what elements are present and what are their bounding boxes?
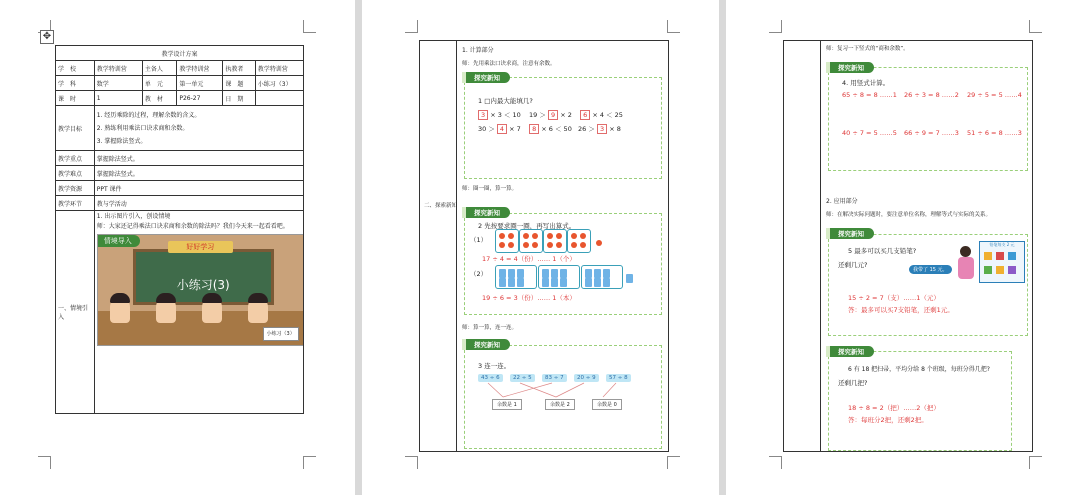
cell-value[interactable]: 数学 xyxy=(94,76,142,91)
expression: 30 ＞ xyxy=(478,125,495,133)
expression: × 6 ＜ 50 xyxy=(541,125,572,133)
equation: 26 ÷ 3 = 8 ……2 xyxy=(904,91,959,99)
equation: 65 ÷ 8 = 8 ……1 xyxy=(842,91,897,99)
table-row xyxy=(56,106,304,151)
equation: 29 ÷ 5 = 5 ……4 xyxy=(967,91,1022,99)
remainder-box[interactable]: 余数是 0 xyxy=(592,399,622,410)
expression: × 8 xyxy=(609,125,621,133)
remainder-box[interactable]: 余数是 1 xyxy=(492,399,522,410)
expression-chip[interactable]: 83 ÷ 7 xyxy=(542,374,567,382)
exercise-title: 6 有 18 把扫帚，平均分给 8 个班级，每班分得几把? xyxy=(848,366,990,373)
continued-table xyxy=(783,40,1033,452)
margin-corner-mark xyxy=(38,456,51,469)
answer-box[interactable]: 8 xyxy=(529,124,539,134)
lesson-plan-table xyxy=(55,45,304,414)
cell-value[interactable]: 教学特训营 xyxy=(94,61,142,76)
side-stage-label: 二、探索新知 xyxy=(424,203,458,209)
answer-line: 答：最多可以买7支铅笔，还剩1元。 xyxy=(848,306,954,314)
cell-value[interactable]: 1 xyxy=(94,91,142,106)
answer-box[interactable]: 6 xyxy=(580,110,590,120)
margin-corner-mark xyxy=(303,20,316,33)
cell-value[interactable]: 掌握除法竖式。 xyxy=(94,166,303,181)
equation: 66 ÷ 9 = 7 ……3 xyxy=(904,129,959,137)
exercise-title: 2 先按要求圈一圈，再写出算式。 xyxy=(478,222,576,230)
document-page-3 xyxy=(726,0,1080,495)
cell-label: 教学难点 xyxy=(56,166,95,181)
expression: × 7 xyxy=(509,125,521,133)
answer-box[interactable]: 9 xyxy=(548,110,558,120)
classroom-illustration xyxy=(97,234,304,346)
cell-value[interactable]: 教与学活动 xyxy=(94,196,303,211)
margin-corner-mark xyxy=(1029,20,1042,33)
explore-label: 探究新知 xyxy=(462,72,510,83)
intro-cell[interactable] xyxy=(94,211,303,414)
illustration-tag: 情境导入 xyxy=(98,235,140,247)
cell-label: 课 题 xyxy=(223,76,255,91)
table-row xyxy=(56,91,304,106)
cell-value[interactable]: 小练习（3） xyxy=(255,76,303,91)
item-number: （2） xyxy=(470,270,488,278)
student-figure xyxy=(110,297,130,323)
goal-item: 2. 熟练利用乘法口诀求商和余数。 xyxy=(96,124,189,132)
margin-corner-mark xyxy=(769,456,782,469)
margin-corner-mark xyxy=(405,20,418,33)
illustration-caption: 小练习（3） xyxy=(263,327,299,341)
continued-table xyxy=(419,40,669,452)
table-title: 教学设计方案 xyxy=(56,46,304,61)
exercise-subtitle: 还剩几元? xyxy=(838,261,868,269)
pencil-shelf xyxy=(979,241,1025,283)
expression-chip[interactable]: 57 ÷ 8 xyxy=(606,374,631,382)
margin-corner-mark xyxy=(667,456,680,469)
teacher-line: 师：在解决实际问题时，要注意单位名称，理解等式与实际的关系。 xyxy=(826,212,992,218)
grouping-circle xyxy=(581,265,623,289)
teacher-line: 师：先用乘法口诀求商，注意有余数。 xyxy=(462,61,556,67)
cell-label: 学 校 xyxy=(56,61,95,76)
column-divider xyxy=(456,41,457,451)
table-row xyxy=(56,181,304,196)
cell-value[interactable]: 掌握除法竖式。 xyxy=(94,151,303,166)
answer-box[interactable]: 3 xyxy=(597,124,607,134)
cell-label: 教 材 xyxy=(142,91,177,106)
expression: × 3 ＜ 10 xyxy=(490,111,521,119)
exercise-row xyxy=(478,110,623,120)
cell-label: 单 元 xyxy=(142,76,177,91)
equation: 18 ÷ 8 = 2（把）……2（把） xyxy=(848,404,940,412)
student-figure xyxy=(156,297,176,323)
remainder-box[interactable]: 余数是 2 xyxy=(545,399,575,410)
expression: × 2 xyxy=(560,111,572,119)
explore-label: 探究新知 xyxy=(826,228,874,239)
table-row xyxy=(56,76,304,91)
answer-box[interactable]: 3 xyxy=(478,110,488,120)
section-heading: 2. 应用部分 xyxy=(826,198,858,205)
cell-label: 教学目标 xyxy=(56,106,95,151)
equation: 40 ÷ 7 = 5 ……5 xyxy=(842,129,897,137)
leftover-book xyxy=(626,274,633,283)
exercise-title: 5 最多可以买几支铅笔? xyxy=(848,247,917,255)
exercise-row xyxy=(478,124,621,134)
board-title: 小练习(3) xyxy=(176,278,230,292)
teacher-line: 师：圈一圈，算一算。 xyxy=(462,186,518,192)
table-row xyxy=(56,151,304,166)
teacher-line: 师：复习一下竖式的“商和余数”。 xyxy=(826,46,909,52)
goals-cell[interactable] xyxy=(94,106,303,151)
goal-item: 1. 经历乘除的过程，理解余数的含义。 xyxy=(96,111,201,119)
expression: 26 ＞ xyxy=(578,125,595,133)
cell-value[interactable]: 教学特训营 xyxy=(255,61,303,76)
grouping-circle xyxy=(495,229,519,253)
table-row xyxy=(56,211,304,414)
cell-label: 教学环节 xyxy=(56,196,95,211)
student-figure xyxy=(248,297,268,323)
table-row xyxy=(56,196,304,211)
student-figure xyxy=(202,297,222,323)
margin-corner-mark xyxy=(405,456,418,469)
expression-chip[interactable]: 43 ÷ 6 xyxy=(478,374,503,382)
explore-label: 探究新知 xyxy=(826,346,874,357)
grouping-circle xyxy=(495,265,537,289)
cell-label: 教学重点 xyxy=(56,151,95,166)
expression-chip[interactable]: 22 ÷ 5 xyxy=(510,374,535,382)
answer-line: 答：每班分2把，还剩2把。 xyxy=(848,416,928,424)
equation: 17 ÷ 4 = 4（份）…… 1（个） xyxy=(482,255,576,263)
teacher-line: 师：算一算，连一连。 xyxy=(462,325,518,331)
table-row xyxy=(56,166,304,181)
cell-value[interactable]: P26-27 xyxy=(177,91,223,106)
grouping-circle xyxy=(519,229,543,253)
exercise-title: 1 □内最大能填几? xyxy=(478,97,533,105)
cell-label: 日 期 xyxy=(223,91,255,106)
cell-label: 学 科 xyxy=(56,76,95,91)
intro-line: 1. 出示图片引入，创设情境 xyxy=(96,213,171,220)
matching-lines xyxy=(478,382,638,398)
equation: 51 ÷ 6 = 8 ……3 xyxy=(967,129,1022,137)
cell-value[interactable]: 教学特训营 xyxy=(177,61,223,76)
intro-line: 师：大家还记得乘法口诀求商和余数的除法吗？我们今天来一起看看吧。 xyxy=(96,223,289,230)
grouping-circle xyxy=(543,229,567,253)
expression-chip[interactable]: 20 ÷ 9 xyxy=(574,374,599,382)
exercise-title: 3 连一连。 xyxy=(478,362,511,370)
page-gap xyxy=(355,0,362,495)
document-page-2 xyxy=(362,0,719,495)
document-page-1 xyxy=(0,0,355,495)
grouping-circle xyxy=(538,265,580,289)
leftover-dot xyxy=(596,240,602,246)
table-move-handle-icon[interactable]: ✥ xyxy=(40,30,54,44)
item-number: （1） xyxy=(470,236,488,244)
cell-value[interactable]: PPT 课件 xyxy=(94,181,303,196)
equation: 19 ÷ 6 = 3（份）…… 1（本） xyxy=(482,294,576,302)
goal-item: 3. 掌握除法竖式。 xyxy=(96,137,147,145)
explore-label: 探究新知 xyxy=(462,207,510,218)
margin-corner-mark xyxy=(303,456,316,469)
section-heading: 1. 计算部分 xyxy=(462,47,494,54)
grouping-circle xyxy=(567,229,591,253)
margin-corner-mark xyxy=(1029,456,1042,469)
cell-value[interactable]: 第一单元 xyxy=(177,76,223,91)
shopper-figure xyxy=(956,246,976,286)
equation: 15 ÷ 2 = 7（支）……1（元） xyxy=(848,294,940,302)
explore-label: 探究新知 xyxy=(826,62,874,73)
cell-label: 课 时 xyxy=(56,91,95,106)
explore-label: 探究新知 xyxy=(462,339,510,350)
column-divider xyxy=(820,41,821,451)
board-banner: 好好学习 xyxy=(168,241,233,253)
cell-label: 一、情境引入 xyxy=(56,211,95,414)
table-row xyxy=(56,61,304,76)
expression: 19 ＞ xyxy=(529,111,546,119)
cell-value[interactable] xyxy=(255,91,303,106)
expression: × 4 ＜ 25 xyxy=(592,111,623,119)
speech-bubble: 我带了 15 元。 xyxy=(909,265,952,274)
cell-label: 执教者 xyxy=(223,61,255,76)
answer-box[interactable]: 4 xyxy=(497,124,507,134)
cell-label: 教学资源 xyxy=(56,181,95,196)
exercise-subtitle: 还剩几把? xyxy=(838,379,868,387)
cell-label: 主备人 xyxy=(142,61,177,76)
price-sign: 铅笔每支 2 元 xyxy=(989,242,1015,247)
exercise-title: 4. 用竖式计算。 xyxy=(842,79,890,87)
page-gap xyxy=(719,0,726,495)
margin-corner-mark xyxy=(769,20,782,33)
margin-corner-mark xyxy=(667,20,680,33)
